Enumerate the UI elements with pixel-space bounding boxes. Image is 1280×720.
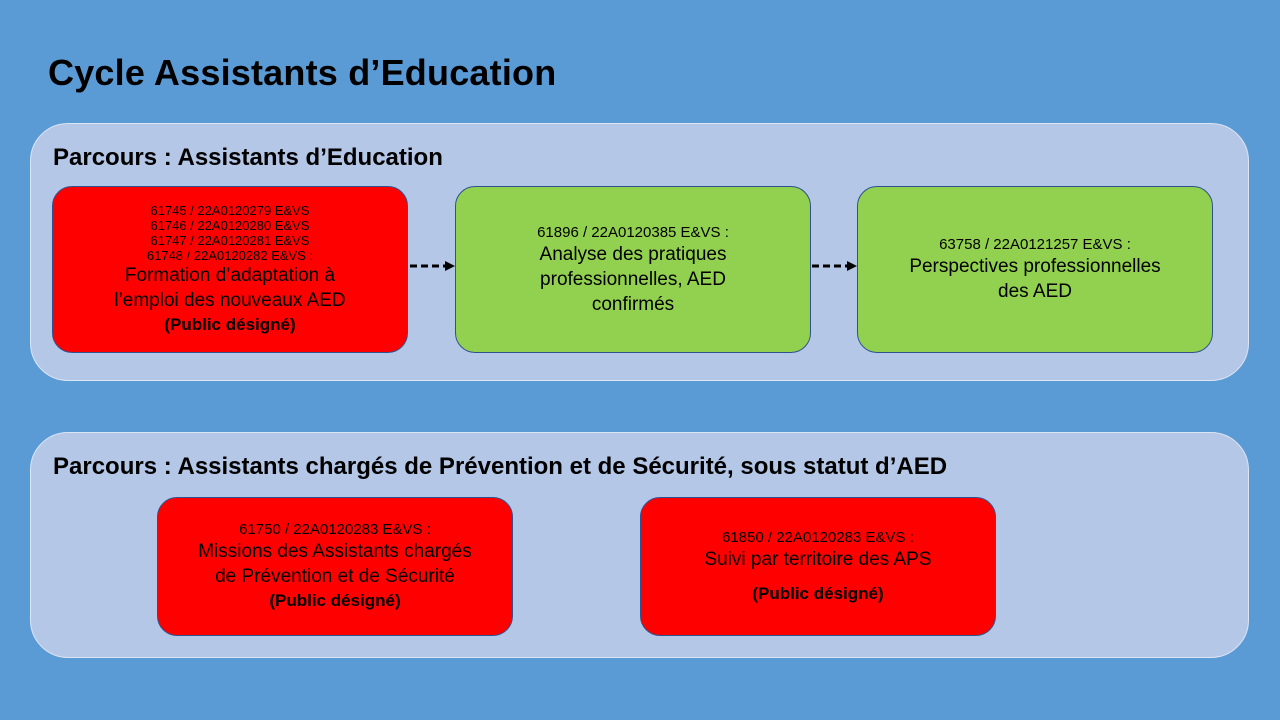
perspectives-box[interactable] [857, 186, 1213, 353]
box-code: 61850 / 22A0120283 E&VS : [722, 528, 914, 546]
box-label-line: Missions des Assistants chargés [198, 541, 472, 562]
box-code: 61747 / 22A0120281 E&VS [150, 232, 310, 248]
parcours-aps-title: Parcours : Assistants chargés de Prévention et de Sécurité, sous statut d’AED [53, 453, 948, 480]
public-designe-label: (Public désigné) [269, 591, 401, 610]
public-designe-label: (Public désigné) [752, 583, 884, 603]
box-code: 61750 / 22A0120283 E&VS : [239, 521, 431, 538]
box-code: 61896 / 22A0120385 E&VS : [537, 223, 729, 241]
box-label-line: Formation d’adaptation à [124, 264, 336, 286]
box-code: 61745 / 22A0120279 E&VS [150, 202, 310, 218]
box-label-line: l’emploi des nouveaux AED [114, 289, 346, 311]
box-label-line: professionnelles, AED [540, 268, 726, 290]
box-label-line: confirmés [591, 293, 675, 315]
box-label-line: Suivi par territoire des APS [704, 548, 932, 570]
box-code: 61748 / 22A0120282 E&VS : [146, 247, 314, 263]
suivi-territoire-box[interactable] [640, 497, 996, 636]
analyse-pratiques-box[interactable] [455, 186, 811, 353]
box-label-line: des AED [998, 281, 1072, 302]
box-label-line: Analyse des pratiques [539, 243, 727, 265]
flow-arrow-2 [810, 257, 858, 275]
box-code: 61746 / 22A0120280 E&VS [150, 217, 310, 233]
missions-aps-box[interactable] [157, 497, 513, 636]
flow-arrow-1 [408, 257, 456, 275]
public-designe-label: (Public désigné) [164, 314, 296, 334]
formation-adaptation-box[interactable] [52, 186, 408, 353]
page-title: Cycle Assistants d’Education [48, 52, 557, 93]
box-label-line: de Prévention et de Sécurité [215, 566, 455, 587]
parcours-aed-title: Parcours : Assistants d’Education [53, 144, 443, 171]
box-code: 63758 / 22A0121257 E&VS : [939, 236, 1131, 253]
box-label-line: Perspectives professionnelles [909, 256, 1161, 277]
